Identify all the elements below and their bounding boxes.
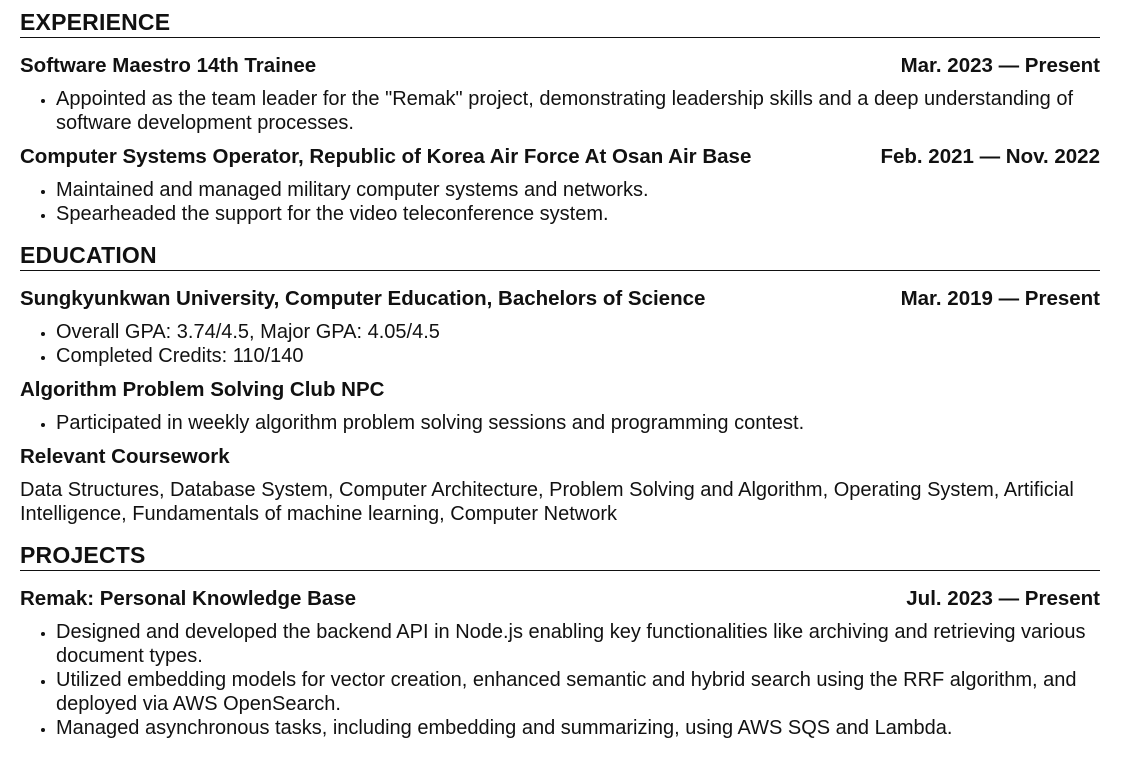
section-heading-education: EDUCATION <box>20 242 1100 271</box>
entry-header <box>20 53 1100 79</box>
list-item: • Utilized embedding models for vector creation, enhanced semantic and hybrid search using the RRF algorithm, and deployed via AWS OpenSearch. <box>56 668 1100 716</box>
entry-title: Software Maestro 14th Trainee <box>20 54 317 77</box>
entry-title: Relevant Coursework <box>20 445 230 468</box>
section-heading-projects: PROJECTS <box>20 542 1100 571</box>
list-item: • Maintained and managed military computer systems and networks. <box>56 178 1100 202</box>
entry-header <box>20 586 1100 612</box>
entry-header <box>20 286 1100 312</box>
section-heading-experience: EXPERIENCE <box>20 9 1100 38</box>
entry-date: Jul. 2023 — Present <box>906 587 1100 610</box>
list-item: • Managed asynchronous tasks, including embedding and summarizing, using AWS SQS and Lambda. <box>56 716 1100 740</box>
list-item: • Designed and developed the backend API in Node.js enabling key functionalities like archiving and retrieving various document types. <box>56 620 1100 668</box>
bullet-list <box>20 320 1100 368</box>
entry-header <box>20 144 1100 170</box>
entry-header <box>20 377 1100 403</box>
list-item: • Completed Credits: 110/140 <box>56 344 1100 368</box>
resume-page <box>0 9 1142 740</box>
entry-title: Computer Systems Operator, Republic of Korea Air Force At Osan Air Base <box>20 145 752 168</box>
list-item: • Appointed as the team leader for the "Remak" project, demonstrating leadership skills and a deep understanding of software development processes. <box>56 87 1100 135</box>
entry-header <box>20 444 1100 470</box>
bullet-list <box>20 620 1100 740</box>
entry-date: Feb. 2021 — Nov. 2022 <box>880 145 1100 168</box>
entry-date: Mar. 2019 — Present <box>900 287 1100 310</box>
list-item: • Spearheaded the support for the video teleconference system. <box>56 202 1100 226</box>
coursework-text: Data Structures, Database System, Computer Architecture, Problem Solving and Algorithm, Operating System, Artificial Intelligence, Fundamentals of machine learning, Computer Network <box>20 479 1074 525</box>
list-item: • Participated in weekly algorithm problem solving sessions and programming contest. <box>56 411 1100 435</box>
entry-date: Mar. 2023 — Present <box>900 54 1100 77</box>
entry-title: Sungkyunkwan University, Computer Education, Bachelors of Science <box>20 287 706 310</box>
entry-title: Remak: Personal Knowledge Base <box>20 587 357 610</box>
bullet-list <box>20 178 1100 226</box>
list-item: • Overall GPA: 3.74/4.5, Major GPA: 4.05/4.5 <box>56 320 1100 344</box>
bullet-list <box>20 411 1100 435</box>
entry-title: Algorithm Problem Solving Club NPC <box>20 378 385 401</box>
bullet-list <box>20 87 1100 135</box>
